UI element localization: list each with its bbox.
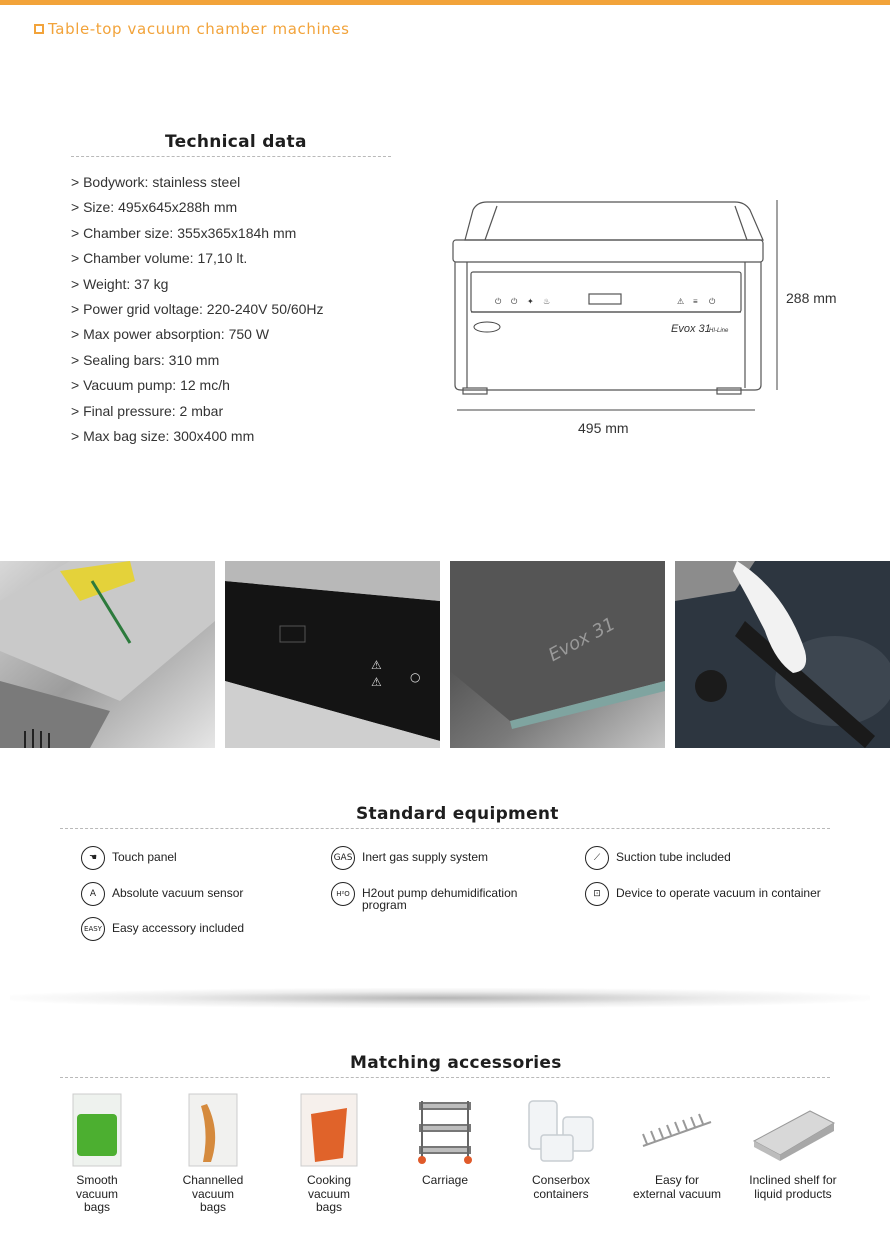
accessory-item <box>158 1090 268 1215</box>
spec-item: > Max power absorption: 750 W <box>71 326 270 343</box>
width-dimension-label: 495 mm <box>578 420 629 436</box>
accessory-item <box>738 1090 848 1201</box>
accessory-label: Easy for external vacuum <box>632 1173 722 1201</box>
inclined-shelf-image <box>738 1090 848 1170</box>
spec-item: > Weight: 37 kg <box>71 275 169 292</box>
height-dimension-label: 288 mm <box>786 290 837 306</box>
cooking-bags-image <box>274 1090 384 1170</box>
easy-external-vacuum-image <box>622 1090 732 1170</box>
equipment-divider <box>60 828 830 829</box>
svg-text:⚠: ⚠ <box>371 658 382 672</box>
equipment-label: Inert gas supply system <box>362 850 489 864</box>
equipment-label: Suction tube included <box>616 850 731 864</box>
page-header <box>34 20 350 38</box>
control-panel-photo <box>225 561 440 748</box>
container-vacuum-icon: ⊡ <box>585 882 609 906</box>
spec-item: > Final pressure: 2 mbar <box>71 402 224 419</box>
equipment-item <box>331 846 488 870</box>
equipment-label: Absolute vacuum sensor <box>112 886 244 900</box>
svg-text:⏻: ⏻ <box>511 297 518 306</box>
equipment-label: Touch panel <box>112 850 177 864</box>
machine-line-label: HI-Line <box>709 328 729 334</box>
spec-item: > Chamber volume: 17,10 lt. <box>71 250 248 267</box>
equipment-label: Device to operate vacuum in container <box>616 886 821 900</box>
svg-text:⚠: ⚠ <box>371 675 382 689</box>
accessory-item <box>42 1090 152 1215</box>
equipment-item <box>81 846 177 870</box>
svg-text:○: ○ <box>410 670 421 684</box>
spec-item: > Power grid voltage: 220-240V 50/60Hz <box>71 300 324 317</box>
easy-icon: EASY <box>81 917 105 941</box>
accessory-item <box>506 1090 616 1201</box>
equipment-label: Easy accessory included <box>112 921 245 935</box>
svg-text:≡: ≡ <box>693 297 698 306</box>
smooth-bags-image <box>42 1090 152 1170</box>
section-shadow <box>10 988 870 1008</box>
gas-icon: GAS <box>331 846 355 870</box>
equipment-item <box>81 882 243 906</box>
standard-equipment-title: Standard equipment <box>356 804 559 824</box>
accessory-label: Smooth vacuum bags <box>75 1173 119 1214</box>
svg-text:⏻: ⏻ <box>709 297 716 306</box>
accessory-item <box>390 1090 500 1188</box>
spec-item: > Chamber size: 355x365x184h mm <box>71 224 297 241</box>
touch-panel-icon: ☚ <box>81 846 105 870</box>
technical-divider <box>71 156 391 157</box>
matching-accessories-title: Matching accessories <box>350 1053 562 1073</box>
spec-item: > Vacuum pump: 12 mc/h <box>71 377 230 394</box>
accessory-label: Carriage <box>421 1173 469 1187</box>
spec-item: > Sealing bars: 310 mm <box>71 351 220 368</box>
chamber-interior-photo <box>675 561 890 748</box>
technical-data-title: Technical data <box>165 132 307 152</box>
accessory-label: Conserbox containers <box>531 1173 591 1201</box>
accessory-label: Channelled vacuum bags <box>182 1173 244 1214</box>
accessory-item <box>622 1090 732 1201</box>
equipment-item <box>585 882 821 906</box>
equipment-item <box>331 882 522 911</box>
svg-text:✦: ✦ <box>527 297 534 306</box>
accessories-divider <box>60 1077 830 1078</box>
channelled-bags-image <box>158 1090 268 1170</box>
carriage-image <box>390 1090 500 1170</box>
spec-item: > Max bag size: 300x400 mm <box>71 427 255 444</box>
sealing-bar-photo <box>0 561 215 748</box>
accessory-label: Inclined shelf for liquid products <box>749 1173 837 1201</box>
accessory-label: Cooking vacuum bags <box>306 1173 352 1214</box>
h2out-icon: H²O <box>331 882 355 906</box>
svg-text:♨: ♨ <box>543 297 551 306</box>
glass-lid-photo <box>450 561 665 748</box>
equipment-label: H2out pump dehumidification program <box>362 886 518 912</box>
machine-model-label: Evox 31 <box>671 323 711 335</box>
spec-item: > Bodywork: stainless steel <box>71 174 241 190</box>
vacuum-sensor-icon: A <box>81 882 105 906</box>
svg-text:⚠: ⚠ <box>677 297 685 306</box>
suction-tube-icon: ⟋ <box>585 846 609 870</box>
svg-text:⏻: ⏻ <box>495 297 502 306</box>
equipment-item <box>81 917 244 941</box>
spec-item: > Size: 495x645x288h mm <box>71 199 238 216</box>
machine-line-drawing <box>445 190 785 420</box>
conserbox-image <box>506 1090 616 1170</box>
accessory-item <box>274 1090 384 1215</box>
top-accent-bar <box>0 0 890 5</box>
header-title: Table-top vacuum chamber machines <box>48 20 350 38</box>
equipment-item <box>585 846 731 870</box>
spec-list <box>71 172 324 451</box>
svg-text:Evox 31: Evox 31 <box>545 613 619 666</box>
header-square-icon <box>34 24 44 34</box>
